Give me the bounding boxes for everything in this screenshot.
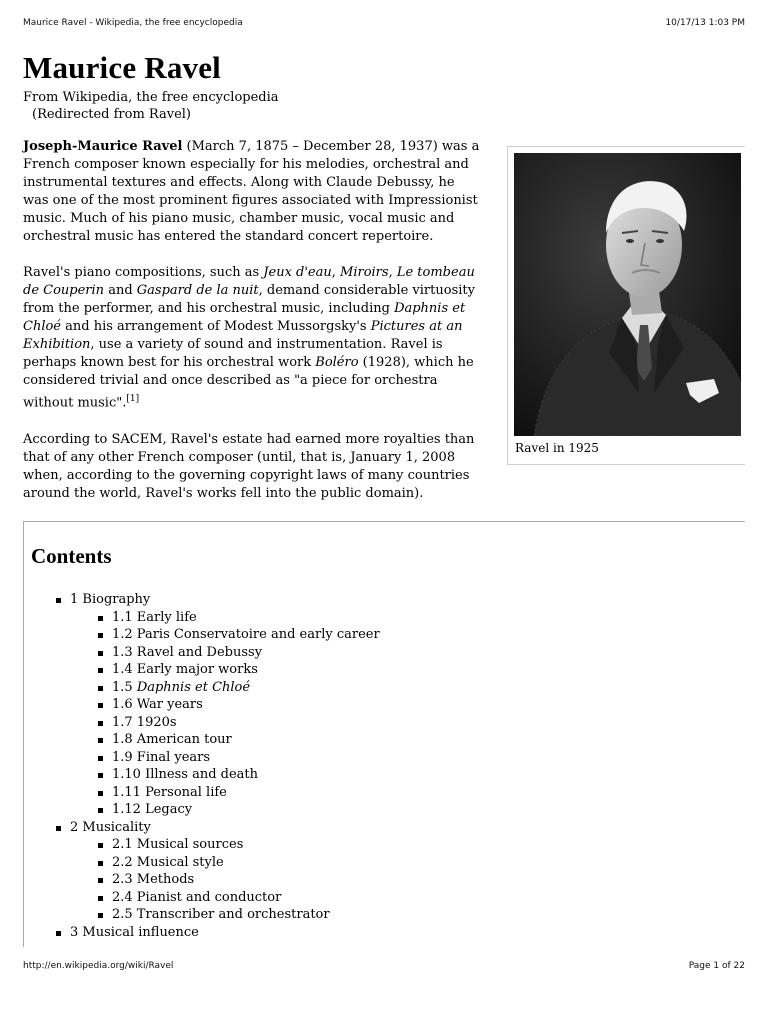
- print-footer: [23, 961, 745, 971]
- infobox: [507, 146, 745, 465]
- table-of-contents: [23, 521, 745, 947]
- work-link[interactable]: Le tombeau de Couperin: [23, 265, 475, 298]
- toc-subitem[interactable]: 2.5 Transcriber and orchestrator: [96, 906, 380, 924]
- page-url: http://en.wikipedia.org/wiki/Ravel: [23, 961, 174, 971]
- toc-subitem[interactable]: 2.2 Musical style: [96, 854, 380, 872]
- work-link[interactable]: Daphnis et Chloé: [23, 301, 466, 334]
- work-link[interactable]: Boléro: [315, 355, 359, 370]
- article-subtitle: [23, 89, 279, 123]
- page-number: Page 1 of 22: [688, 961, 745, 971]
- toc-subitem[interactable]: 1.12 Legacy: [96, 801, 380, 819]
- toc-subitem[interactable]: 1.4 Early major works: [96, 661, 380, 679]
- toc-heading: Contents: [31, 544, 112, 568]
- toc-subitem[interactable]: 1.3 Ravel and Debussy: [96, 644, 380, 662]
- work-link[interactable]: Miroirs: [340, 265, 389, 280]
- print-header: [23, 18, 745, 28]
- toc-subitem[interactable]: 1.9 Final years: [96, 749, 380, 767]
- toc-subitem[interactable]: 1.8 American tour: [96, 731, 380, 749]
- toc-subitem[interactable]: 2.4 Pianist and conductor: [96, 889, 380, 907]
- toc-subitem[interactable]: 1.2 Paris Conservatoire and early career: [96, 626, 380, 644]
- page-title-header: Maurice Ravel - Wikipedia, the free encyclopedia: [23, 18, 243, 28]
- work-link[interactable]: Gaspard de la nuit: [136, 283, 259, 298]
- toc-list: [54, 591, 380, 941]
- toc-subitem[interactable]: 1.6 War years: [96, 696, 380, 714]
- work-link[interactable]: Jeux d'eau: [263, 265, 332, 280]
- toc-subitem[interactable]: 1.10 Illness and death: [96, 766, 380, 784]
- from-wikipedia: From Wikipedia, the free encyclopedia: [23, 90, 279, 105]
- article-title: Maurice Ravel: [23, 50, 221, 85]
- portrait-photo[interactable]: [514, 153, 741, 436]
- work-link[interactable]: Pictures at an Exhibition: [23, 319, 463, 352]
- intro-paragraph-2: Ravel's piano compositions, such as Jeux d'eau, Miroirs, Le tombeau de Couperin and Gaspard de la nuit, demand considerable virtuosity from the performer, and his orchestral music, including Daphnis et Chloé and his arrangement of Modest Mussorgsky's Pictures at an Exhibition, use a variety of sound and instrumentation. Ravel is perhaps known best for his orchestral work Boléro (1928), which he considered trivial and once described as "a piece for orchestra without music".[1]: [23, 265, 475, 411]
- print-datetime: 10/17/13 1:03 PM: [665, 18, 745, 28]
- redirect-note: (Redirected from Ravel): [32, 107, 192, 122]
- intro-paragraph-1: Joseph-Maurice Ravel (March 7, 1875 – December 28, 1937) was a French composer known especially for his melodies, orchestral and instrumental textures and effects. Along with Claude Debussy, he was one of the most prominent figures associated with Impressionist music. Much of his piano music, chamber music, vocal music and orchestral music has entered the standard concert repertoire.: [23, 139, 480, 244]
- toc-item[interactable]: 1 Biography 1.1 Early life 1.2 Paris Conservatoire and early career 1.3 Ravel and Debussy 1.4 Early major works 1.5 Daphnis et Chloé 1.6 War years 1.7 1920s 1.8 American tour 1.9 Final years 1.10 Illness and death 1.11 Personal life 1.12 Legacy: [54, 591, 380, 819]
- subject-name: Joseph-Maurice Ravel: [23, 139, 183, 154]
- toc-subitem[interactable]: 1.1 Early life: [96, 609, 380, 627]
- toc-item[interactable]: 3 Musical influence: [54, 924, 380, 942]
- toc-subitem[interactable]: 1.5 Daphnis et Chloé: [96, 679, 380, 697]
- toc-subitem[interactable]: 1.11 Personal life: [96, 784, 380, 802]
- toc-subitem[interactable]: 2.1 Musical sources: [96, 836, 380, 854]
- intro-paragraph-3: According to SACEM, Ravel's estate had earned more royalties than that of any other French composer (until, that is, January 1, 2008 when, according to the governing copyright laws of many countries around the world, Ravel's works fell into the public domain).: [23, 432, 475, 501]
- citation-link[interactable]: [1]: [126, 394, 140, 404]
- toc-subitem[interactable]: 1.7 1920s: [96, 714, 380, 732]
- toc-item[interactable]: 2 Musicality 2.1 Musical sources 2.2 Musical style 2.3 Methods 2.4 Pianist and conductor 2.5 Transcriber and orchestrator: [54, 819, 380, 924]
- toc-subitem[interactable]: 2.3 Methods: [96, 871, 380, 889]
- photo-caption: Ravel in 1925: [515, 441, 599, 455]
